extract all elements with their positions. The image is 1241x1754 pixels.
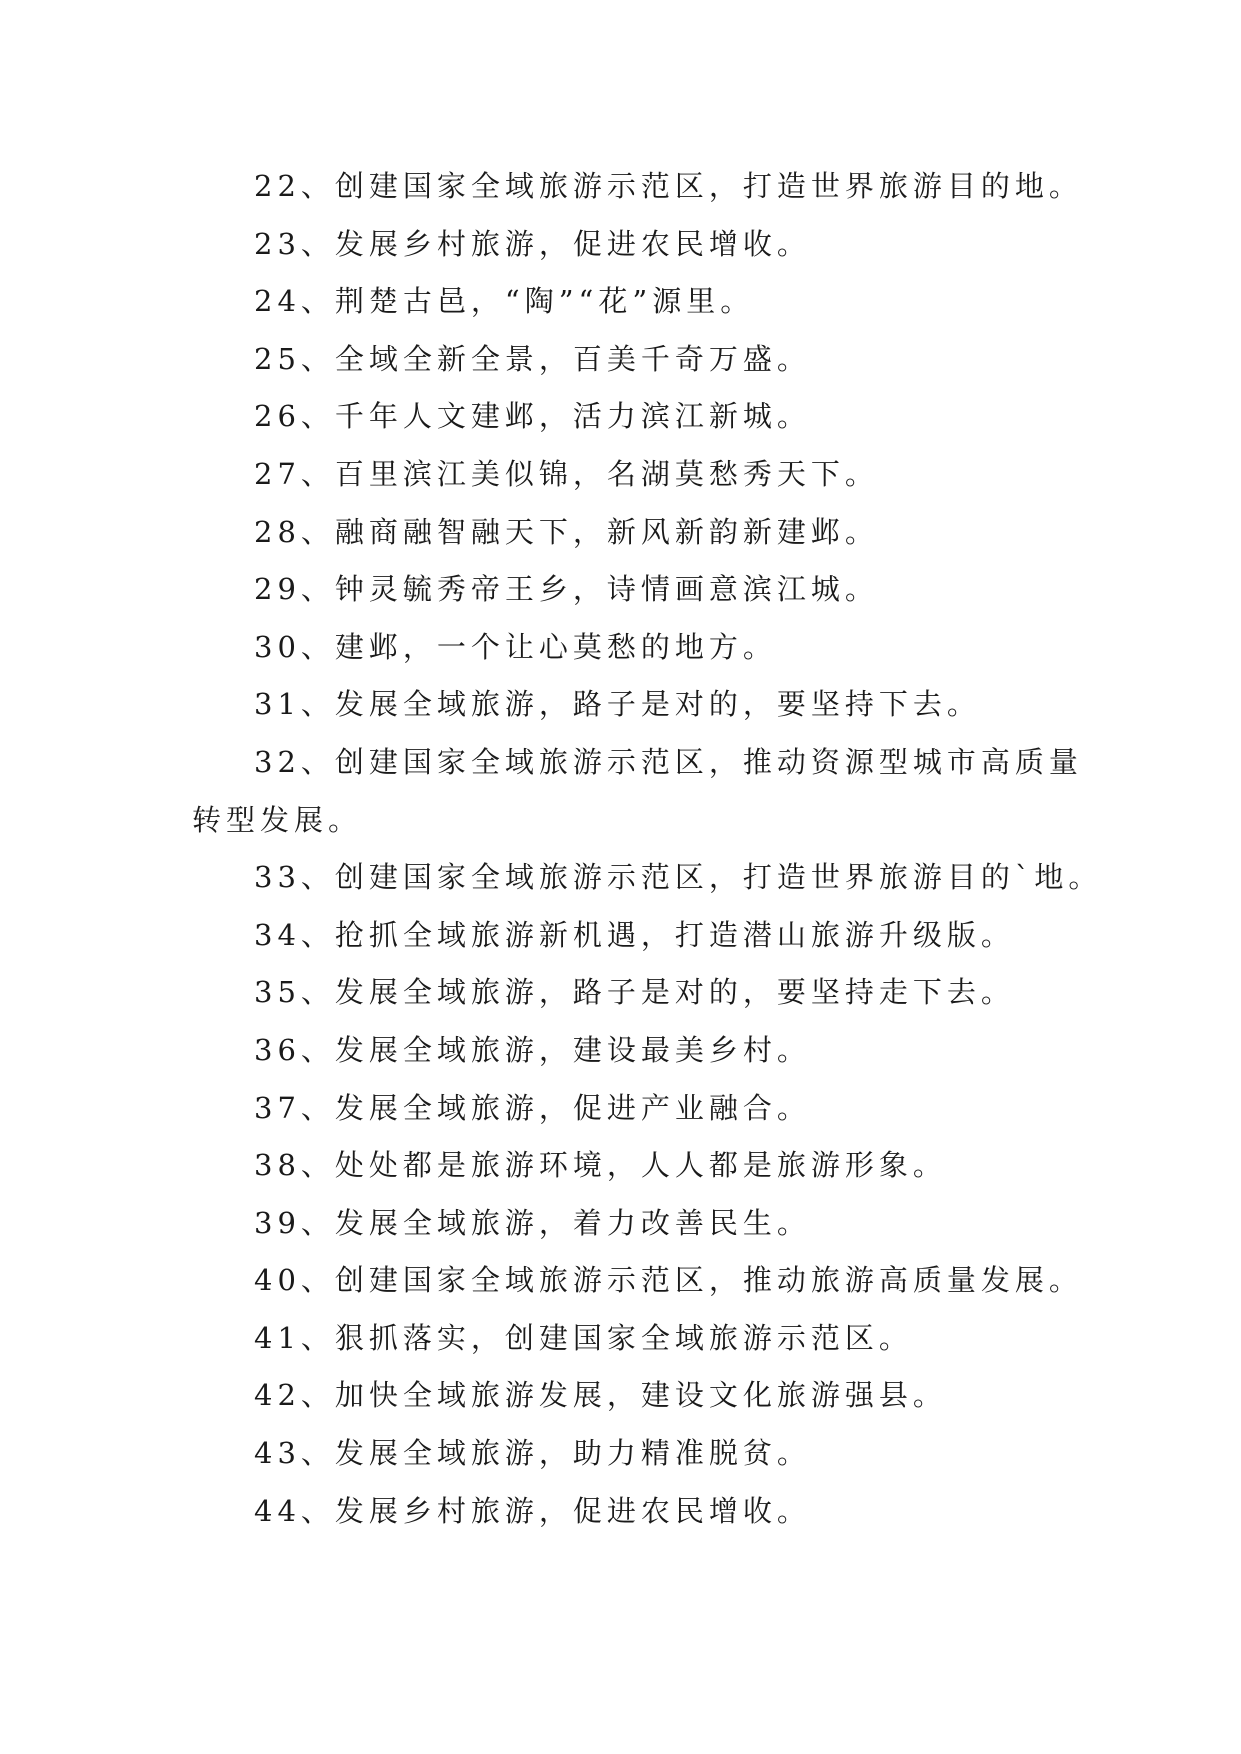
slogan-line: 43、发展全域旅游，助力精准脱贫。 (254, 1436, 811, 1471)
slogan-line: 31、发展全域旅游，路子是对的，要坚持下去。 (254, 687, 981, 722)
slogan-line: 41、狠抓落实，创建国家全域旅游示范区。 (254, 1320, 913, 1355)
slogan-line: 44、发展乡村旅游，促进农民增收。 (254, 1493, 811, 1528)
slogan-line: 29、钟灵毓秀帝王乡，诗情画意滨江城。 (254, 572, 879, 607)
slogan-line: 35、发展全域旅游，路子是对的，要坚持走下去。 (254, 975, 1015, 1010)
slogan-line: 23、发展乡村旅游，促进农民增收。 (254, 226, 811, 261)
slogan-line-continuation: 转型发展。 (192, 802, 363, 837)
slogan-list (192, 158, 1103, 1540)
slogan-line: 39、发展全域旅游，着力改善民生。 (254, 1205, 811, 1240)
slogan-line: 24、荆楚古邑，“陶”“花”源里。 (254, 284, 755, 319)
slogan-line: 40、创建国家全域旅游示范区，推动旅游高质量发展。 (254, 1263, 1083, 1298)
slogan-line: 33、创建国家全域旅游示范区，打造世界旅游目的`地。 (254, 860, 1103, 895)
slogan-line: 28、融商融智融天下，新风新韵新建邺。 (254, 514, 879, 549)
slogan-line: 42、加快全域旅游发展，建设文化旅游强县。 (254, 1378, 947, 1413)
slogan-line: 38、处处都是旅游环境，人人都是旅游形象。 (254, 1148, 947, 1183)
slogan-line: 26、千年人文建邺，活力滨江新城。 (254, 399, 811, 434)
slogan-line: 25、全域全新全景，百美千奇万盛。 (254, 341, 811, 376)
slogan-line: 37、发展全域旅游，促进产业融合。 (254, 1090, 811, 1125)
slogan-line: 30、建邺，一个让心莫愁的地方。 (254, 629, 777, 664)
slogan-line: 22、创建国家全域旅游示范区，打造世界旅游目的地。 (254, 169, 1083, 203)
slogan-line: 27、百里滨江美似锦，名湖莫愁秀天下。 (254, 456, 879, 491)
slogan-line: 34、抢抓全域旅游新机遇，打造潜山旅游升级版。 (254, 917, 1015, 952)
slogan-line: 32、创建国家全域旅游示范区，推动资源型城市高质量 (254, 744, 1083, 779)
slogan-line: 36、发展全域旅游，建设最美乡村。 (254, 1032, 811, 1067)
